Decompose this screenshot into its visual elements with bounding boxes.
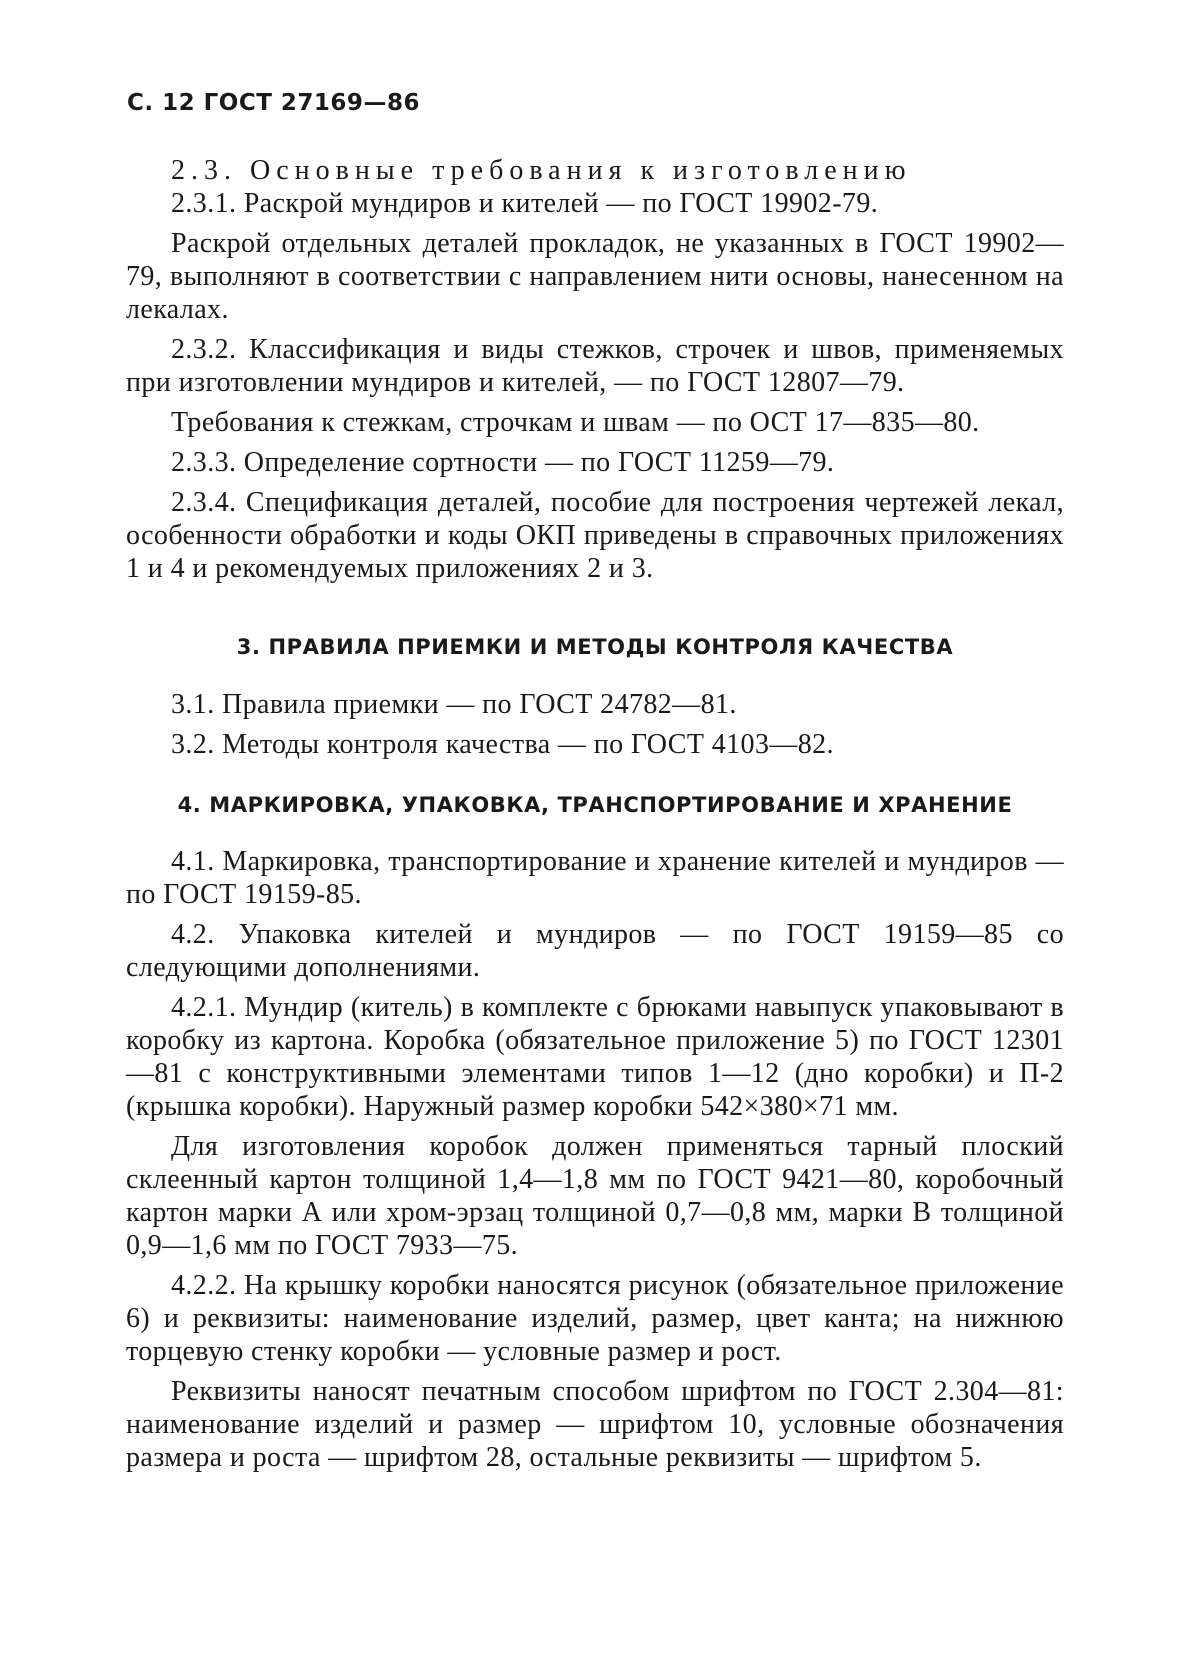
paragraph-4-2: 4.2. Упаковка кителей и мундиров — по ГОСТ 19159—85 со следующими дополнениями.: [126, 919, 1064, 983]
page-header: С. 12 ГОСТ 27169—86: [127, 90, 420, 116]
block-3: [126, 688, 1064, 761]
block-4: [126, 845, 1064, 1474]
heading-2-3: 2.3. Основные требования к изготовлению: [171, 155, 912, 186]
paragraph-2-3-1-b: Раскрой отдельных деталей прокладок, не указанных в ГОСТ 19902—79, выполняют в соответствии с направлением нити основы, нанесенном на лекалах.: [126, 228, 1064, 325]
paragraph-2-3-2: 2.3.2. Классификация и виды стежков, строчек и швов, применяемых при изготовлении мундиров и кителей, — по ГОСТ 12807—79.: [126, 334, 1064, 398]
section-3-title: 3. ПРАВИЛА ПРИЕМКИ И МЕТОДЫ КОНТРОЛЯ КАЧЕСТВА: [236, 635, 954, 659]
paragraph-2-3-2-b: Требования к стежкам, строчкам и швам — по ОСТ 17—835—80.: [171, 407, 980, 438]
paragraph-2-3-1: 2.3.1. Раскрой мундиров и кителей — по ГОСТ 19902-79.: [171, 188, 879, 219]
paragraph-3-2: 3.2. Методы контроля качества — по ГОСТ 4103—82.: [171, 729, 834, 760]
paragraph-4-2-1-b: Для изготовления коробок должен применяться тарный плоский склеенный картон толщиной 1,4—1,8 мм по ГОСТ 9421—80, коробочный картон марки А или хром-эрзац толщиной 0,7—0,8 мм, марки В толщиной 0,9—1,6 мм по ГОСТ 7933—75.: [126, 1131, 1064, 1261]
paragraph-4-2-2-b: Реквизиты наносят печатным способом шрифтом по ГОСТ 2.304—81: наименование изделий и размер — шрифтом 10, условные обозначения размера и роста — шрифтом 28, остальные реквизиты — шрифтом 5.: [126, 1376, 1064, 1473]
section-4-title: 4. МАРКИРОВКА, УПАКОВКА, ТРАНСПОРТИРОВАНИЕ И ХРАНЕНИЕ: [177, 793, 1013, 817]
paragraph-4-1: 4.1. Маркировка, транспортирование и хранение кителей и мундиров — по ГОСТ 19159-85.: [126, 846, 1064, 910]
paragraph-3-1: 3.1. Правила приемки — по ГОСТ 24782—81.: [171, 689, 737, 720]
paragraph-2-3-3: 2.3.3. Определение сортности — по ГОСТ 11259—79.: [171, 447, 835, 478]
paragraph-4-2-2: 4.2.2. На крышку коробки наносятся рисунок (обязательное приложение 6) и реквизиты: наименование изделий, размер, цвет канта; на нижнюю торцевую стенку коробки — условные размер и рост.: [126, 1270, 1064, 1367]
paragraph-2-3-4: 2.3.4. Спецификация деталей, пособие для построения чертежей лекал, особенности обработки и коды ОКП приведены в справочных приложениях 1 и 4 и рекомендуемых приложениях 2 и 3.: [126, 487, 1064, 584]
paragraph-4-2-1: 4.2.1. Мундир (китель) в комплекте с брюками навыпуск упаковывают в коробку из картона. Коробка (обязательное приложение 5) по ГОСТ 12301—81 с конструктивными элементами типов 1—12 (дно коробки) и П-2 (крышка коробки). Наружный размер коробки 542×380×71 мм.: [126, 992, 1064, 1122]
block-2-3: [126, 154, 1064, 585]
